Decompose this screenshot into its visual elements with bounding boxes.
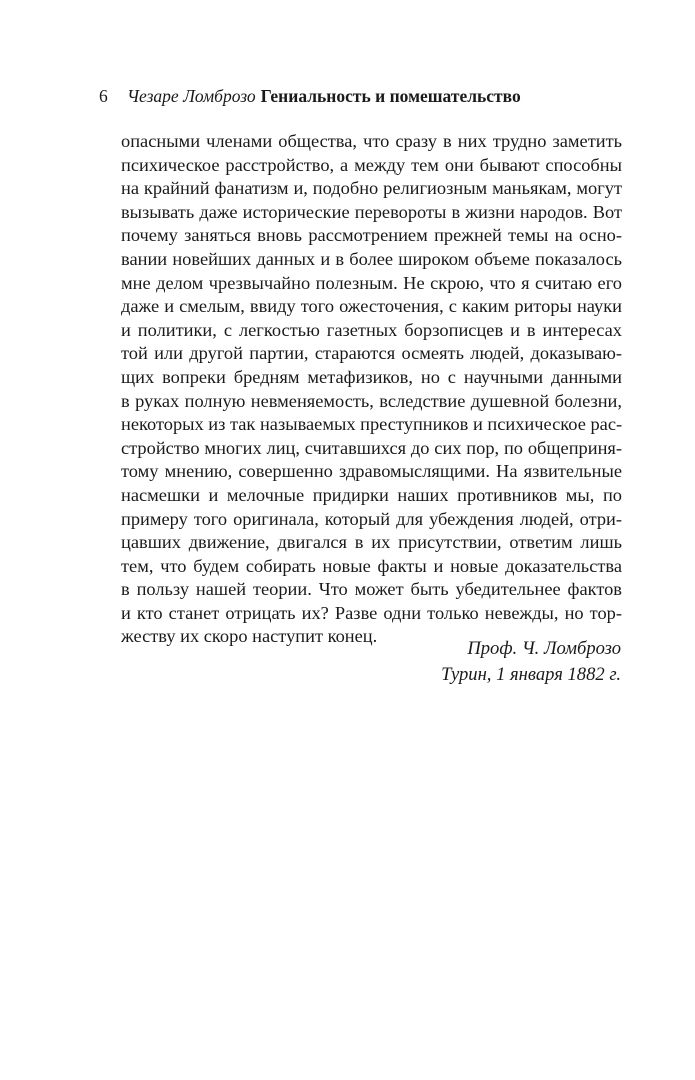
text-line: примеру того оригинала, который для убеждения людей, отри- <box>121 508 622 529</box>
text-line: насмешки и мелочные придирки наших противников мы, по <box>121 484 622 505</box>
page-number: 6 <box>99 86 108 106</box>
text-line: стройство многих лиц, считавшихся до сих пор, по общеприня- <box>121 437 622 458</box>
text-line: на крайний фанатизм и, подобно религиозным маньякам, могут <box>121 178 622 199</box>
text-line: и политики, с легкостью газетных борзописцев и в интересах <box>121 319 622 340</box>
text-line: жеству их скоро наступит конец. <box>121 626 378 647</box>
text-line: опасными членами общества, что сразу в них трудно заметить <box>121 131 622 151</box>
text-line: некоторых из так называемых преступников и психическое рас- <box>121 414 623 435</box>
text-line: тем, что будем собирать новые факты и новые доказательства <box>121 555 622 576</box>
text-line: вании новейших данных и в более широком объеме показалось <box>121 248 622 269</box>
text-line: мне делом чрезвычайно полезным. Не скрою, что я считаю его <box>121 272 622 293</box>
text-line: щих вопреки бредням метафизиков, но с научными данными <box>121 366 622 387</box>
text-line: в руках полную невменяемость, вследствие душевной болезни, <box>121 390 622 411</box>
text-line: в пользу нашей теории. Что может быть убедительнее фактов <box>121 579 622 600</box>
text-line: психическое расстройство, а между тем они бывают способны <box>121 154 622 175</box>
signature-name: Проф. Ч. Ломброзо <box>467 638 621 659</box>
header-title: Гениальность и помешательство <box>260 86 521 106</box>
text-line: и кто станет отрицать их? Разве одни только невежды, но тор- <box>121 602 622 623</box>
text-line: вызывать даже исторические перевороты в жизни народов. Вот <box>121 201 622 222</box>
text-line: той или другой партии, стараются осмеять людей, доказываю- <box>121 343 622 364</box>
body-text <box>121 130 622 649</box>
signature-block <box>301 636 621 688</box>
running-header <box>99 84 569 108</box>
text-line: почему заняться вновь рассмотрением прежней темы на осно- <box>121 225 622 246</box>
text-line: цавших движение, двигался в их присутствии, ответим лишь <box>121 532 622 553</box>
signature-place-date: Турин, 1 января 1882 г. <box>441 664 621 685</box>
header-author: Чезаре Ломброзо <box>127 86 256 106</box>
text-line: даже и смелым, ввиду того ожесточения, с каким риторы науки <box>121 296 622 317</box>
text-line: тому мнению, совершенно здравомыслящими. На язвительные <box>121 461 622 482</box>
